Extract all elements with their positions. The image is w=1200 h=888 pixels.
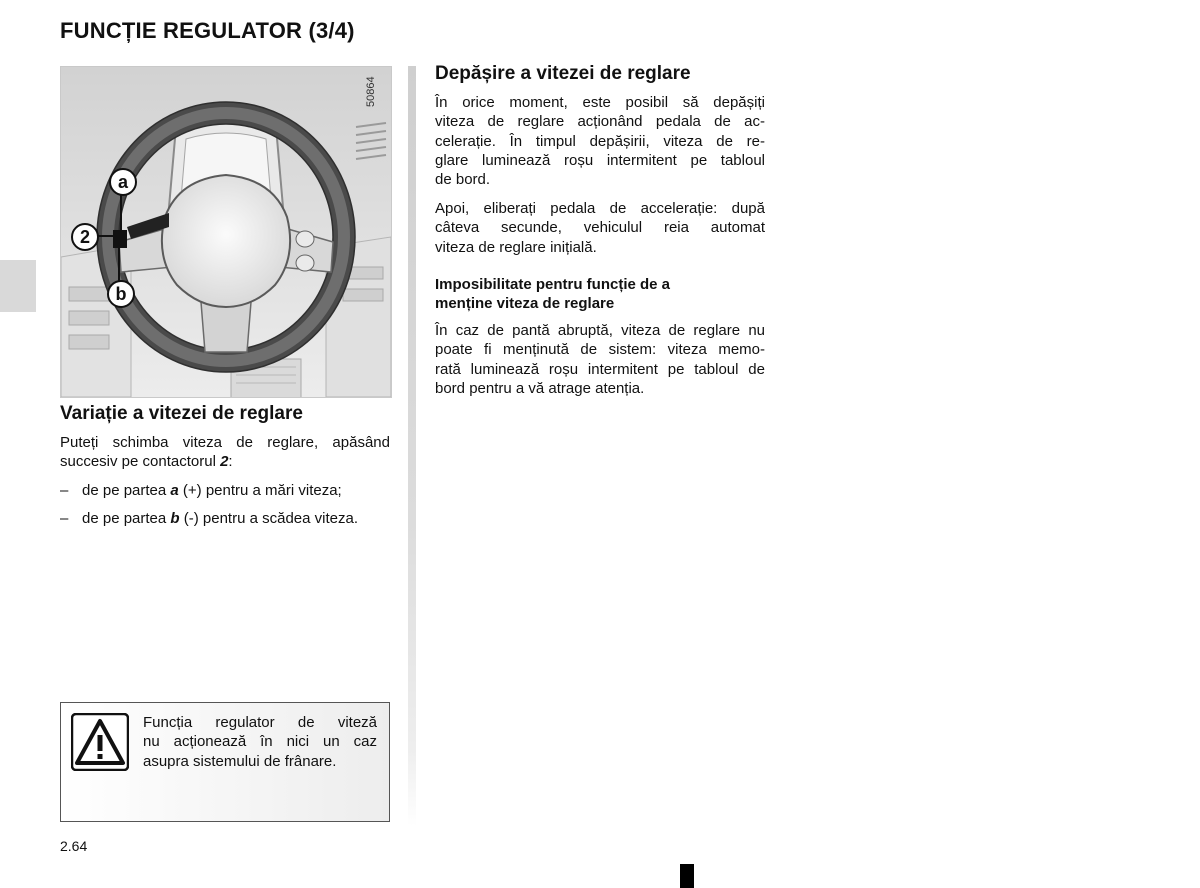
callout-a-label: a [117,172,128,192]
intro-line-1: Puteți schimba viteza de reglare, apăsând [60,434,390,451]
warning-line: Funcția regulator de viteză [143,714,377,731]
section-heading-overtaking: Depășire a vitezei de reglare [435,63,691,84]
list-dash: – [60,510,69,527]
page-edge-marker [680,864,694,888]
para1-line: celerație. În timpul depășirii, viteza de re- [435,132,765,150]
list-item-text [82,481,342,500]
callout-2 [71,223,99,251]
list-item-key-a: a [170,482,179,499]
callout-a [109,168,137,196]
subheading-line: Imposibilitate pentru funcție de a [435,276,671,293]
list-dash: – [60,482,69,499]
para3-line: În caz de pantă abruptă, viteza de reglare nu [435,322,765,339]
page-number: 2.64 [60,838,88,854]
callout-b [107,280,135,308]
para3-line: poate fi menținută de sistem: viteza memo- [435,341,765,359]
section-heading-speed-variation: Variație a vitezei de reglare [60,403,303,424]
para1-line: În orice moment, este posibil să depășiți [435,94,765,111]
steering-wheel-illustration [61,67,391,397]
subheading-line: menține viteza de reglare [435,295,615,312]
para3-line: bord pentru a vă atrage atenția. [435,379,645,397]
figure-reference-number: 50864 [365,76,377,107]
intro-line-2-text: succesiv pe contactorul [60,453,221,471]
para1-line: glare luminează roșu intermitent pe tabloul [435,151,765,169]
callout-2-label: 2 [79,227,90,247]
warning-box [60,702,390,822]
list-item-decrease [60,509,390,529]
chapter-tab [0,260,36,312]
slope-paragraph [435,321,765,398]
release-paragraph [435,199,765,257]
list-item-pre: de pe partea [82,510,171,527]
warning-line: asupra sistemului de frânare. [143,752,337,770]
overtaking-paragraph [435,93,765,189]
steering-wheel-figure [60,66,392,398]
column-divider [408,66,416,826]
page-title: FUNCȚIE REGULATOR (3/4) [60,18,355,43]
intro-switch-key: 2 [220,453,229,471]
intro-line-2-end: : [228,453,233,471]
speed-variation-intro [60,433,390,472]
para1-line: de bord. [435,171,491,189]
para1-line: viteza de reglare acționând pedala de ac- [435,113,765,131]
list-item-increase [60,481,390,501]
warning-line: nu acționează în nici un caz [143,733,377,751]
para2-line: viteza de reglare inițială. [435,238,597,256]
list-item-pre: de pe partea [82,482,171,499]
para2-line: câteva secunde, vehiculul reia automat [435,219,765,237]
list-item-text [82,509,358,528]
intro-line-2 [60,452,390,471]
list-item-key-b: b [170,510,180,527]
subheading-cannot-maintain [435,275,765,313]
warning-text [143,713,377,771]
para2-line: Apoi, eliberați pedala de accelerație: după [435,200,765,217]
para3-line: rată luminează roșu intermitent pe tabloul de [435,360,765,378]
list-item-post: (+) pentru a mări viteza; [178,482,342,499]
callout-b-label: b [115,284,127,304]
warning-triangle-icon [71,713,129,771]
list-item-post: (-) pentru a scădea viteza. [179,510,358,527]
